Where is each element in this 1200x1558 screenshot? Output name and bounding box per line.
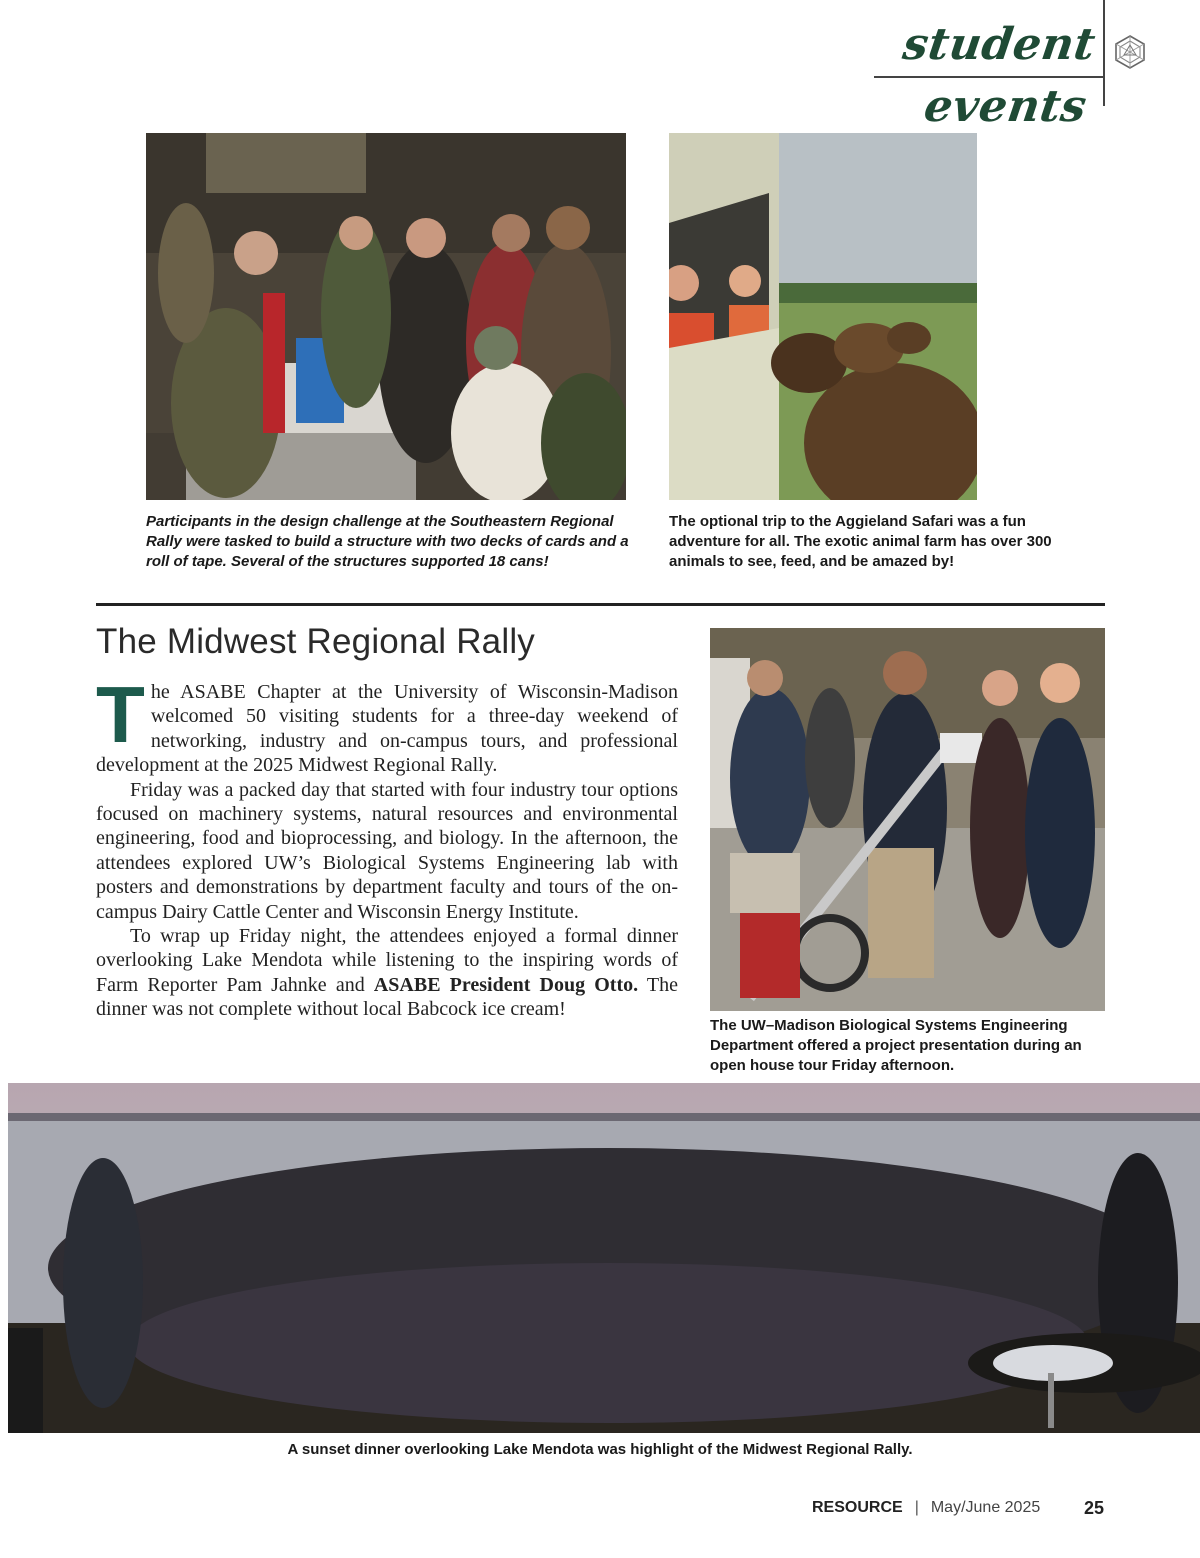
group-caption: A sunset dinner overlooking Lake Mendota was highlight of the Midwest Regional Rally. bbox=[287, 1441, 913, 1458]
group-photo bbox=[8, 1083, 1200, 1433]
safari-caption: The optional trip to the Aggieland Safari was a fun adventure for all. The exotic animal farm has over 300 animals to see, feed, and be amazed by! bbox=[669, 513, 1052, 570]
magazine-name: RESOURCE bbox=[812, 1499, 903, 1516]
uw-madison-caption: The UW–Madison Biological Systems Engineering Department offered a project presentation during an open house tour Friday afternoon. bbox=[710, 1017, 1082, 1074]
footer-separator: | bbox=[914, 1499, 919, 1516]
section-tag: student events bbox=[899, 19, 1099, 132]
page-number: 25 bbox=[1083, 1497, 1104, 1518]
uw-madison-photo bbox=[710, 628, 1105, 1011]
design-challenge-caption: Participants in the design challenge at the Southeastern Regional Rally were tasked to build a structure with two decks of cards and a roll of tape. Several of the structures supported 18 cans! bbox=[146, 513, 629, 570]
article-paragraph bbox=[96, 670, 678, 778]
header-vertical-rule bbox=[1103, 0, 1105, 106]
safari-photo bbox=[669, 133, 977, 500]
header-rule bbox=[874, 76, 1104, 78]
drop-cap: T bbox=[96, 670, 145, 759]
section-divider bbox=[96, 603, 1105, 606]
geodesic-sphere-icon bbox=[1112, 34, 1148, 70]
page-footer bbox=[812, 1496, 1104, 1520]
paragraph-text: The dinner was not complete without local Babcock ice cream! bbox=[96, 973, 678, 1021]
paragraph-text: To wrap up Friday night, the attendees enjoyed a formal dinner overlooking Lake Mendota while listening to the inspiring words of Farm Reporter Pam Jahnke and bbox=[96, 925, 678, 996]
design-challenge-photo bbox=[146, 133, 626, 500]
paragraph-text: he ASABE Chapter at the University of Wisconsin-Madison welcomed 50 visiting students for a three-day weekend of networking, industry and on-campus tours, and professional development at the 2025 Midwest Regional Rally. bbox=[96, 681, 678, 777]
bold-text: ASABE President Doug Otto. bbox=[373, 973, 639, 996]
article-title: The Midwest Regional Rally bbox=[96, 622, 535, 661]
issue-date: May/June 2025 bbox=[930, 1499, 1041, 1516]
article-paragraph: Friday was a packed day that started with four industry tour options focused on machinery systems, natural resources and environmental engineering, food and bioprocessing, and biology. In the afternoon, the attendees explored UW’s Biological Systems Engineering lab with posters and demonstrations by department faculty and tours of the on-campus Dairy Cattle Center and Wisconsin Energy Institute. bbox=[96, 778, 678, 923]
article-body bbox=[96, 670, 678, 1022]
article-paragraph bbox=[96, 924, 678, 1022]
